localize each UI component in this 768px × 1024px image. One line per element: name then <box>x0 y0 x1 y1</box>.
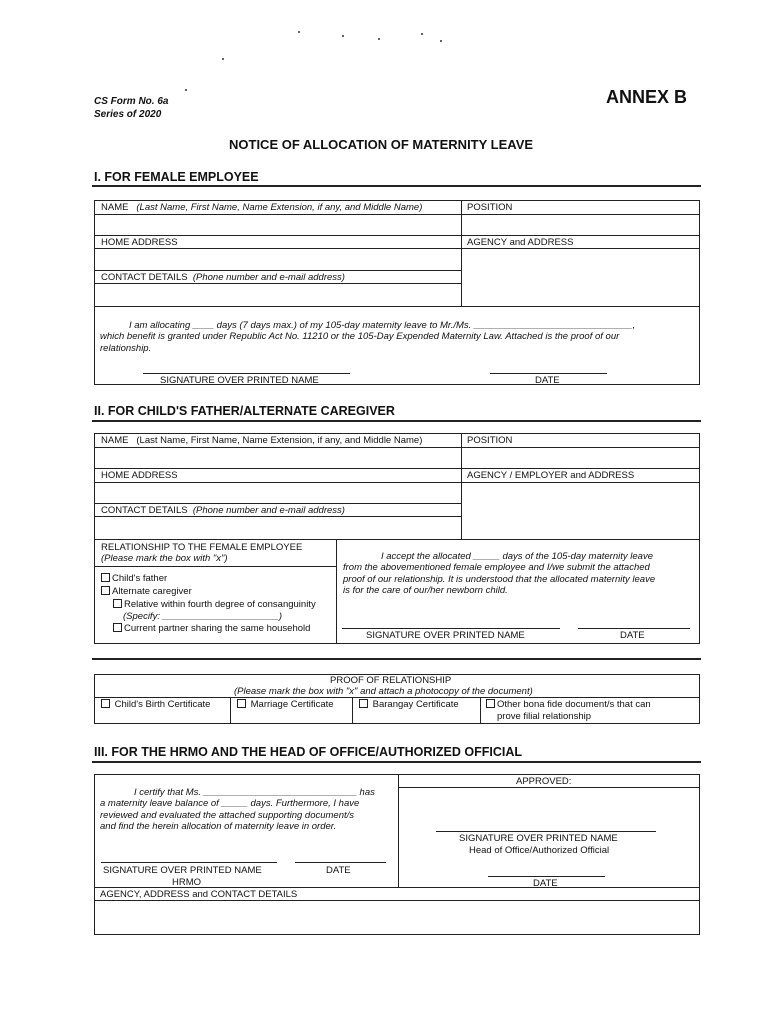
contact-input[interactable] <box>95 517 460 538</box>
checkbox[interactable] <box>101 699 110 708</box>
section-divider <box>92 658 701 660</box>
scan-speck <box>421 33 423 35</box>
scan-speck <box>298 31 300 33</box>
acceptance-statement <box>343 551 693 596</box>
certification-line: reviewed and evaluated the attached supporting document/s <box>100 809 355 821</box>
signature-line[interactable] <box>342 628 560 629</box>
home-address-label: HOME ADDRESS <box>101 470 178 481</box>
checkbox[interactable] <box>113 623 122 632</box>
column-divider <box>352 697 353 724</box>
head-label: Head of Office/Authorized Official <box>469 845 610 856</box>
option-label: Current partner sharing the same household <box>124 623 311 634</box>
row-divider <box>94 503 461 504</box>
contact-input[interactable] <box>95 284 460 305</box>
allocation-line: I am allocating ____ days (7 days max.) of my 105-day maternity leave to Mr./Ms. ______________________________, <box>129 320 636 331</box>
approved-label: APPROVED: <box>516 776 572 787</box>
name-label: NAME <box>101 202 129 213</box>
scan-speck <box>185 89 187 91</box>
agency-address-input[interactable] <box>462 249 699 305</box>
row-divider <box>94 270 461 271</box>
acceptance-line: from the abovementioned female employee and I/we submit the attached <box>343 562 650 574</box>
specify-field[interactable]: (Specify: ______________________) <box>123 611 282 622</box>
acceptance-line: is for the care of our/her newborn child. <box>343 584 508 596</box>
option-label: Child's Birth Certificate <box>114 699 211 710</box>
checkbox[interactable] <box>237 699 246 708</box>
position-input[interactable] <box>462 215 699 234</box>
option-relative[interactable] <box>113 599 316 610</box>
section-divider <box>92 420 701 422</box>
agency-contact-label: AGENCY, ADDRESS and CONTACT DETAILS <box>100 889 298 900</box>
hrmo-date-line[interactable] <box>295 862 386 863</box>
name-field-label <box>101 202 422 213</box>
hrmo-signature-line[interactable] <box>101 862 277 863</box>
name-hint: (Last Name, First Name, Name Extension, if any, and Middle Name) <box>136 435 423 446</box>
head-date-line[interactable] <box>488 876 605 877</box>
head-signature-label: SIGNATURE OVER PRINTED NAME <box>459 833 618 844</box>
row-divider <box>398 787 700 788</box>
section3-heading: III. FOR THE HRMO AND THE HEAD OF OFFICE/AUTHORIZED OFFICIAL <box>94 745 522 759</box>
option-current-partner[interactable] <box>113 623 310 634</box>
option-label: Alternate caregiver <box>112 586 192 597</box>
hrmo-date-label: DATE <box>326 865 351 876</box>
contact-field-label <box>101 272 345 283</box>
home-address-input[interactable] <box>95 249 460 269</box>
contact-label: CONTACT DETAILS <box>101 505 188 516</box>
option-label: Child's father <box>112 573 168 584</box>
allocation-statement <box>100 320 696 354</box>
row-divider <box>94 235 700 236</box>
home-address-input[interactable] <box>95 483 460 502</box>
option-barangay-certificate[interactable] <box>359 699 459 710</box>
name-hint: (Last Name, First Name, Name Extension, if any, and Middle Name) <box>136 202 423 213</box>
position-input[interactable] <box>462 448 699 467</box>
home-address-label: HOME ADDRESS <box>101 237 178 248</box>
agency-employer-input[interactable] <box>462 483 699 538</box>
date-line[interactable] <box>490 373 607 374</box>
head-date-label: DATE <box>533 878 558 889</box>
scan-speck <box>378 38 380 40</box>
acceptance-line: I accept the allocated _____ days of the 105-day maternity leave <box>381 551 653 562</box>
hrmo-label: HRMO <box>172 877 202 888</box>
relationship-title: RELATIONSHIP TO THE FEMALE EMPLOYEE <box>101 542 303 553</box>
certification-statement <box>100 787 390 832</box>
option-label: Other bona fide document/s that can <box>497 699 651 710</box>
allocation-line: which benefit is granted under Republic Act No. 11210 or the 105-Day Expended Maternity Law. Attached is the proof of our <box>100 331 620 343</box>
option-marriage-certificate[interactable] <box>237 699 334 710</box>
checkbox[interactable] <box>113 599 122 608</box>
option-other-document-cont: prove filial relationship <box>497 711 591 722</box>
signature-line[interactable] <box>143 373 350 374</box>
row-divider <box>94 468 700 469</box>
option-birth-certificate[interactable] <box>101 699 210 710</box>
section1-heading: I. FOR FEMALE EMPLOYEE <box>94 170 259 184</box>
checkbox[interactable] <box>101 586 110 595</box>
section2-heading: II. FOR CHILD'S FATHER/ALTERNATE CAREGIVER <box>94 404 395 418</box>
row-divider <box>94 306 700 307</box>
row-divider <box>94 539 700 540</box>
relationship-hint: (Please mark the box with "x") <box>101 553 228 564</box>
name-field-label <box>101 435 422 446</box>
contact-label: CONTACT DETAILS <box>101 272 188 283</box>
agency-contact-input[interactable] <box>95 901 699 934</box>
agency-employer-label: AGENCY / EMPLOYER and ADDRESS <box>467 470 635 481</box>
signature-label: SIGNATURE OVER PRINTED NAME <box>160 375 319 386</box>
form-number: CS Form No. 6a <box>94 96 169 107</box>
signature-label: SIGNATURE OVER PRINTED NAME <box>366 630 525 641</box>
option-childs-father[interactable] <box>101 573 167 584</box>
date-label: DATE <box>535 375 560 386</box>
head-signature-line[interactable] <box>436 831 656 832</box>
certification-line: a maternity leave balance of _____ days. Furthermore, I have <box>100 798 360 810</box>
option-label: Marriage Certificate <box>250 699 334 710</box>
annex-label: ANNEX B <box>606 87 688 107</box>
contact-hint: (Phone number and e-mail address) <box>192 505 345 516</box>
column-divider <box>480 697 481 724</box>
option-label: Relative within fourth degree of consanguinity <box>124 599 316 610</box>
page-title: NOTICE OF ALLOCATION OF MATERNITY LEAVE <box>229 137 534 152</box>
allocation-line: relationship. <box>100 342 152 354</box>
checkbox[interactable] <box>101 573 110 582</box>
option-label: Barangay Certificate <box>372 699 459 710</box>
row-divider <box>94 566 336 567</box>
scan-speck <box>222 58 224 60</box>
section-divider <box>92 761 701 763</box>
checkbox[interactable] <box>486 699 495 708</box>
name-input[interactable] <box>95 215 460 234</box>
checkbox[interactable] <box>359 699 368 708</box>
position-label: POSITION <box>467 202 513 213</box>
row-divider <box>94 697 700 698</box>
scan-speck <box>440 40 442 42</box>
column-divider <box>398 774 399 887</box>
date-label: DATE <box>620 630 645 641</box>
column-divider <box>230 697 231 724</box>
form-series: Series of 2020 <box>94 109 162 120</box>
agency-address-label: AGENCY and ADDRESS <box>467 237 574 248</box>
proof-hint: (Please mark the box with "x" and attach a photocopy of the document) <box>234 686 533 697</box>
name-label: NAME <box>101 435 129 446</box>
option-alternate-caregiver[interactable] <box>101 586 192 597</box>
name-input[interactable] <box>95 448 460 467</box>
option-other-document[interactable] <box>486 699 651 710</box>
proof-title: PROOF OF RELATIONSHIP <box>330 675 452 686</box>
position-label: POSITION <box>467 435 513 446</box>
acceptance-line: proof of our relationship. It is understood that the allocated maternity leave <box>343 573 656 585</box>
date-line[interactable] <box>578 628 690 629</box>
scan-speck <box>342 35 344 37</box>
certification-line: I certify that Ms. _____________________________ has <box>134 787 375 798</box>
section-divider <box>92 185 701 187</box>
contact-field-label <box>101 505 345 516</box>
contact-hint: (Phone number and e-mail address) <box>192 272 345 283</box>
column-divider <box>336 539 337 644</box>
certification-line: and find the herein allocation of maternity leave in order. <box>100 820 337 832</box>
hrmo-signature-label: SIGNATURE OVER PRINTED NAME <box>103 865 262 876</box>
